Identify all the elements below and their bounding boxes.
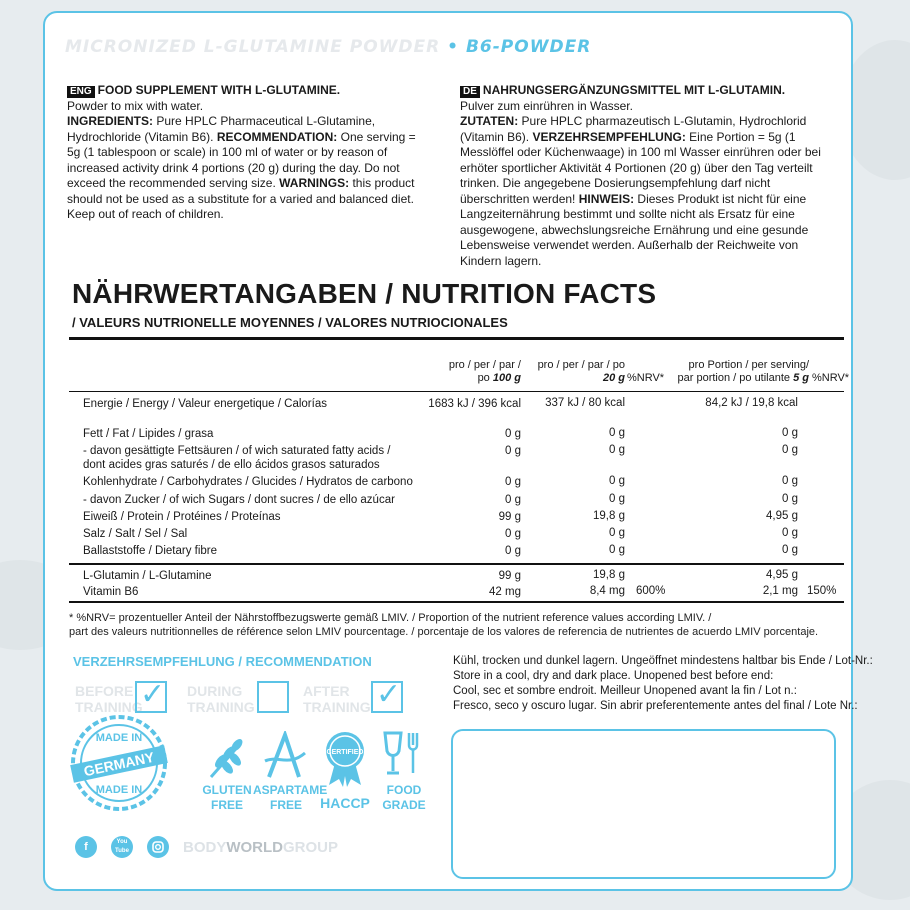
nutrient-label: Ballaststoffe / Dietary fibre (83, 545, 218, 557)
nutrition-header-rule (69, 391, 844, 392)
nutrient-label: Kohlenhydrate / Carbohydrates / Glucides / Hydratos de carbono (83, 476, 413, 488)
storage-line3: Cool, sec et sombre endroit. Meilleur Unopened avant la fin / Lot n.: (453, 685, 797, 697)
product-flavor: B6-POWDER (465, 37, 592, 57)
haccp-label: HACCP (320, 795, 370, 811)
value-per-serving: 0 g (782, 527, 798, 539)
instagram-icon[interactable] (147, 836, 169, 858)
english-line1: Powder to mix with water. (67, 98, 204, 113)
aspartame-label-1: ASPARTAME (253, 783, 328, 797)
value-per-100g: 0 g (505, 428, 521, 440)
value-per-serving: 0 g (782, 475, 798, 487)
after-training-label (303, 683, 371, 715)
youtube-icon[interactable] (111, 836, 133, 858)
value-per-20g: 19,8 g (593, 569, 625, 581)
lang-tag-de: DE (460, 86, 480, 98)
before-label-1: BEFORE (75, 683, 134, 699)
nutrition-header-row (69, 359, 850, 389)
warnings-text: this product should not be used as a substitute for a varied and balanced diet. Keep out of reach of children. (67, 176, 415, 221)
value-per-100g: 0 g (505, 545, 521, 557)
after-training (303, 678, 403, 721)
value-per-100g: 0 g (505, 494, 521, 506)
value-per-20g: 0 g (609, 444, 625, 456)
value-per-20g: 19,8 g (593, 510, 625, 522)
before-label-2: TRAINING (75, 699, 143, 715)
header-per-20g-amount: 20 g (602, 372, 625, 384)
value-per-20g: 337 kJ / 80 kcal (545, 397, 625, 409)
nutrient-label: - davon gesättigte Fettsäuren / of wich saturated fatty acids / dont acides gras saturés / de ello ácidos grasos saturados (83, 445, 391, 471)
during-checkbox (257, 681, 289, 713)
during-training (187, 681, 287, 721)
gluten-label-1: GLUTEN (202, 783, 252, 797)
instagram-glyph (147, 836, 169, 858)
recommendation-text: One serving = 5g (1 tablespoon or scale) in 100 ml of water or by reason of increased activity drink 4 portions (20 g) during the day. Do not exceed the recommended serving size. (67, 129, 416, 190)
made-in-germany-seal (69, 713, 169, 813)
value-per-20g: 0 g (609, 544, 625, 556)
nutrition-mid-rule (69, 563, 844, 565)
header-per-100g-amount: 100 g (492, 372, 521, 384)
german-heading: NAHRUNGSERGÄNZUNGSMITTEL MIT L-GLUTAMIN. (482, 83, 786, 97)
header-per-100g-line1: pro / per / par / (448, 359, 521, 371)
value-per-serving: 84,2 kJ / 19,8 kcal (705, 397, 798, 409)
warnings-label: WARNINGS: (279, 176, 350, 190)
nrv-footnote-line1: * %NRV= prozentueller Anteil der Nährstoffbezugswerte gemäß LMIV. / Proportion of the nutrient reference values according LMIV. / (69, 612, 712, 624)
zutaten-text: Pure HPLC pharmazeutisch L-Glutamin, Hydrochlorid (Vitamin B6). (460, 114, 807, 144)
nutrient-label: L-Glutamin / L-Glutamine (83, 570, 212, 582)
after-label-1: AFTER (303, 683, 350, 699)
nutrient-label: Salz / Salt / Sel / Sal (83, 528, 188, 540)
nrv-per-20g: 600% (636, 585, 666, 597)
nutrition-title: NÄHRWERTANGABEN / NUTRITION FACTS (72, 278, 657, 309)
during-label-1: DURING (187, 683, 243, 699)
certified-text: CERTIFIED (326, 749, 364, 756)
brand-part2: WORLD (226, 839, 283, 856)
aspartame-free-label (253, 783, 328, 813)
food-grade-label (373, 783, 435, 813)
value-per-serving: 0 g (782, 427, 798, 439)
storage-line2: Store in a cool, dry and dark place. Unopened best before end: (453, 670, 774, 682)
value-per-serving: 0 g (782, 444, 798, 456)
value-per-serving: 2,1 mg (762, 585, 798, 597)
food-grade-icon (381, 729, 427, 777)
nutrient-label: Vitamin B6 (83, 586, 139, 598)
after-checkbox (371, 678, 403, 713)
value-per-20g: 0 g (609, 527, 625, 539)
header-per-serving-amount: 5 g (793, 372, 809, 384)
facebook-icon[interactable]: f (75, 836, 97, 858)
header-per-serving-prefix: par portion / po utilante (677, 372, 794, 384)
banner-separator: • (447, 37, 460, 57)
brand-part1: BODY (183, 839, 227, 856)
value-per-serving: 4,95 g (766, 510, 798, 522)
ingredients-label: INGREDIENTS: (67, 114, 154, 128)
header-nrv-serving: %NRV* (812, 372, 850, 384)
zutaten-label: ZUTATEN: (460, 114, 519, 128)
seal-made-in-top: MADE IN (95, 732, 143, 744)
value-per-100g: 99 g (498, 570, 521, 582)
nutrition-bottom-rule (69, 601, 844, 603)
nrv-footnote-line2: part des valeurs nutritionnelles de référence selon LMIV pourcentage. / porcentaje de los valores de referencia de nutrientes de acuerdo LMIV porcentaje. (69, 626, 819, 638)
nutrient-label: Eiweiß / Protein / Protéines / Proteínas (83, 511, 281, 523)
seal-germany: GERMANY (82, 748, 156, 780)
brand-wordmark (183, 839, 338, 856)
check-icon: ✓ (140, 678, 166, 711)
value-per-serving: 0 g (782, 544, 798, 556)
product-banner (65, 37, 835, 57)
check-icon: ✓ (376, 678, 402, 711)
aspartame-label-2: FREE (269, 798, 302, 812)
storage-line1: Kühl, trocken und dunkel lagern. Ungeöffnet mindestens haltbar bis Ende / Lot-Nr.: (453, 655, 873, 667)
nutrient-label: Energie / Energy / Valeur energetique / Calorías (83, 398, 327, 410)
german-line1: Pulver zum einrühren in Wasser. (460, 98, 633, 113)
certified-ribbon-icon (321, 729, 369, 787)
after-label-2: TRAINING (303, 699, 371, 715)
header-per-serving (649, 359, 809, 385)
aspartame-icon (263, 731, 307, 781)
value-per-100g: 1683 kJ / 396 kcal (428, 398, 521, 410)
lang-tag-en: ENG (67, 86, 95, 98)
during-training-label (187, 683, 255, 715)
value-per-serving: 4,95 g (766, 569, 798, 581)
gluten-free-label (199, 783, 255, 813)
storage-instructions (453, 654, 873, 714)
nutrient-label: Fett / Fat / Lipides / grasa (83, 428, 214, 440)
value-per-100g: 0 g (505, 476, 521, 488)
nutrient-label: - davon Zucker / of wich Sugars / dont sucres / de ello azúcar (83, 494, 395, 506)
header-per-100g (399, 359, 521, 385)
value-per-100g: 42 mg (489, 586, 521, 598)
ingredients-text: Pure HPLC Pharmaceutical L-Glutamine, Hydrochloride (Vitamin B6). (67, 114, 376, 144)
during-label-2: TRAINING (187, 699, 255, 715)
recommendation-label: RECOMMENDATION: (216, 129, 338, 144)
youtube-text: You Tube (115, 839, 129, 854)
before-training-label (75, 683, 143, 715)
food-label-1: FOOD (386, 783, 422, 797)
value-per-100g: 0 g (505, 528, 521, 540)
english-description (67, 83, 419, 223)
verzehr-label: VERZEHRSEMPFEHLUNG: (532, 129, 686, 144)
product-name: MICRONIZED L-GLUTAMINE POWDER (65, 37, 441, 57)
food-label-2: GRADE (382, 798, 426, 812)
header-per-serving-line1: pro Portion / per serving/ (688, 359, 809, 371)
header-per-20g (529, 359, 625, 385)
before-checkbox (135, 678, 167, 713)
seal-made-in-bottom: MADE IN (95, 784, 143, 796)
wheat-icon (205, 735, 249, 781)
header-nrv-20g: %NRV* (627, 372, 665, 384)
nrv-footnote (69, 611, 818, 639)
brand-part3: GROUP (283, 839, 339, 856)
nutrition-subtitle: / VALEURS NUTRIONELLE MOYENNES / VALORES NUTRIOCIONALES (72, 315, 508, 330)
value-per-serving: 0 g (782, 493, 798, 505)
value-per-100g: 99 g (498, 511, 521, 523)
value-per-20g: 0 g (609, 493, 625, 505)
english-heading: FOOD SUPPLEMENT WITH L-GLUTAMINE. (97, 83, 341, 97)
value-per-20g: 0 g (609, 427, 625, 439)
label-card (43, 11, 873, 891)
header-per-20g-line1: pro / per / par / po (537, 359, 625, 371)
nutrition-top-rule (69, 337, 844, 340)
lot-number-box (451, 729, 836, 879)
value-per-100g: 0 g (505, 445, 521, 457)
value-per-20g: 0 g (609, 475, 625, 487)
header-per-100g-prefix: po (477, 372, 493, 384)
hinweis-text: Dieses Produkt ist nicht für eine Langzeiternährung bestimmt und sollte nicht als Ersatz für eine ausgewogene, abwechslungsreiche Ernährung und eine gesunde Lebensweise verwendet werden. Außerhalb der Reichweite von Kindern lagern. (460, 191, 809, 268)
recommendation-title: VERZEHRSEMPFEHLUNG / RECOMMENDATION (73, 654, 372, 669)
gluten-label-2: FREE (210, 798, 243, 812)
value-per-20g: 8,4 mg (589, 585, 625, 597)
hinweis-label: HINWEIS: (578, 191, 635, 206)
nrv-per-serving: 150% (807, 585, 837, 597)
storage-line4: Fresco, seco y oscuro lugar. Sin abrir preferentemente antes del final / Lote Nr.: (453, 700, 858, 712)
verzehr-text: Eine Portion = 5g (1 Messlöffel oder Küchenwaage) in 100 ml Wasser einrühren oder bei erhöter sportlicher Aktivität 4 Portionen (20 g) über den Tag verteilt trinken. Die angegebene Dosierungsempfehlung darf nicht überschritten werden! (460, 129, 821, 206)
german-description (460, 83, 840, 269)
